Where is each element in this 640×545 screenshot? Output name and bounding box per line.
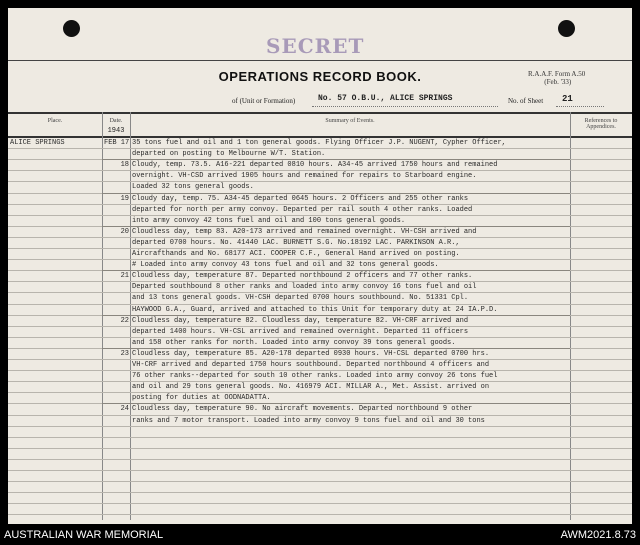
references-line1: References to — [584, 118, 618, 124]
column-header-references — [570, 118, 632, 130]
entry-line: Cloudless day, temp 83. A20-173 arrived and remained overnight. VH-CSH arrived and — [132, 227, 477, 236]
entry-line: posting for duties at OODNADATTA. — [132, 394, 271, 403]
entry-line: Cloudless day, temperature 90. No aircraft movements. Departed northbound 9 other — [132, 405, 473, 414]
secret-stamp: SECRET — [266, 34, 365, 58]
unit-value: No. 57 O.B.U., ALICE SPRINGS — [318, 94, 453, 103]
form-reference-line1: R.A.A.F. Form A.50 — [528, 70, 586, 78]
entry-line: Aircrafthands and No. 68177 ACI. COOPER C.F., General Hand arrived on posting. — [132, 250, 460, 258]
entry-line: departed 0700 hours. No. 41440 LAC. BURNETT S.G. No.18192 LAC. PARKINSON A.R., — [132, 238, 460, 247]
entry-line: 76 other ranks--departed for south 10 other ranks. Loaded into army convoy 26 tons fuel — [132, 372, 498, 381]
entry-line: HAYWOOD G.A., Guard, arrived and attached to this Unit for temporary duty at 24 IA.P.D. — [132, 305, 498, 314]
entry-line: Cloudless day, temperature 82. Cloudless day, temperature 82. VH-CRF arrived and — [132, 316, 469, 325]
column-header-date: Date. — [109, 118, 123, 124]
punch-hole-left — [63, 20, 80, 37]
footer-right: AWM2021.8.73 — [560, 529, 636, 541]
ruled-line — [8, 503, 632, 504]
unit-line — [312, 106, 498, 107]
entry-line: departed for north per army convoy. Departed per rail south 4 other ranks. Loaded — [132, 205, 473, 214]
ruled-line — [8, 459, 632, 460]
form-reference — [528, 70, 585, 86]
ruled-line — [8, 481, 632, 482]
form-reference-line2: (Feb. '33) — [544, 78, 572, 86]
entry-line: Departed southbound 8 other ranks and loaded into army convoy 16 tons fuel and oil — [132, 283, 477, 292]
entry-line: Cloudless day, temperature 87. Departed northbound 2 officers and 77 other ranks. — [132, 272, 473, 281]
entry-line: departed on posting to Melbourne W/T. Station. — [132, 150, 326, 159]
entry-line: VH-CRF arrived and departed 1750 hours southbound. Departed northbound 4 officers and — [132, 361, 490, 369]
sheet-label: No. of Sheet — [508, 97, 544, 105]
entry-line: and oil and 29 tons general goods. No. 416979 ACI. MILLAR A., Met. Assist. arrived on — [132, 383, 490, 392]
column-header-summary: Summary of Events. — [325, 118, 375, 124]
entry-line: Cloudy, temp. 73.5. A16-221 departed 0810 hours. A34-45 arrived 1750 hours and remained — [132, 161, 498, 170]
entry-line: and 158 other ranks for north. Loaded into army convoy 39 tons general goods. — [132, 338, 456, 347]
entry-date: 19 — [120, 194, 129, 203]
entry-line: into army convoy 42 tons fuel and oil and 100 tons general goods. — [132, 216, 406, 225]
ruled-line — [8, 437, 632, 438]
entry-line: Loaded 32 tons general goods. — [132, 183, 254, 192]
entry-date: 24 — [120, 405, 129, 414]
entry-line: departed 1400 hours. VH-CSL arrived and remained overnight. Departed 11 officers — [132, 327, 469, 336]
ruled-line — [8, 470, 632, 471]
footer-left: AUSTRALIAN WAR MEMORIAL — [4, 529, 164, 541]
entry-line: and 13 tons general goods. VH-CSH departed 0700 hours southbound. No. 51331 Cpl. — [132, 294, 469, 303]
entry-line: Cloudless day, temperature 85. A20-178 departed 0930 hours. VH-CSL departed 0700 hrs. — [132, 349, 490, 358]
place-name: ALICE SPRINGS — [10, 139, 65, 147]
ruled-line — [8, 448, 632, 449]
entry-date: 21 — [120, 272, 129, 281]
year: 1943 — [107, 127, 125, 135]
form-title: OPERATIONS RECORD BOOK. — [218, 69, 422, 84]
entry-date: 22 — [120, 316, 129, 325]
footer-bar — [0, 529, 640, 545]
entry-line: # Loaded into army convoy 43 tons fuel and oil and 32 tons general goods. — [132, 261, 439, 270]
sheet-number: 21 — [562, 94, 573, 104]
entry-line: ranks and 7 motor transport. Loaded into army convoy 9 tons fuel and oil and 30 tons — [132, 416, 485, 425]
punch-hole-right — [558, 20, 575, 37]
entry-date: 18 — [120, 161, 129, 170]
unit-label: of (Unit or Formation) — [232, 97, 296, 105]
top-rule — [8, 60, 632, 61]
entry-date: 23 — [120, 349, 129, 358]
entry-line: overnight. VH-CSD arrived 1905 hours and remained for repairs to Starboard engine. — [132, 172, 477, 181]
record-sheet — [8, 8, 632, 524]
entry-date: 20 — [120, 227, 129, 236]
entry-line: Cloudy day, temp. 75. A34-45 departed 0645 hours. 2 Officers and 255 other ranks — [132, 194, 469, 203]
entry-line: 35 tons fuel and oil and 1 ton general goods. Flying Officer J.P. NUGENT, Cypher Officer, — [132, 139, 506, 147]
entry-date: FEB 17 — [104, 139, 130, 147]
ruled-line — [8, 514, 632, 515]
references-line2: Appendices. — [586, 124, 616, 130]
column-header-place: Place. — [47, 118, 63, 124]
ruled-line — [8, 492, 632, 493]
sheet-line — [556, 106, 604, 107]
